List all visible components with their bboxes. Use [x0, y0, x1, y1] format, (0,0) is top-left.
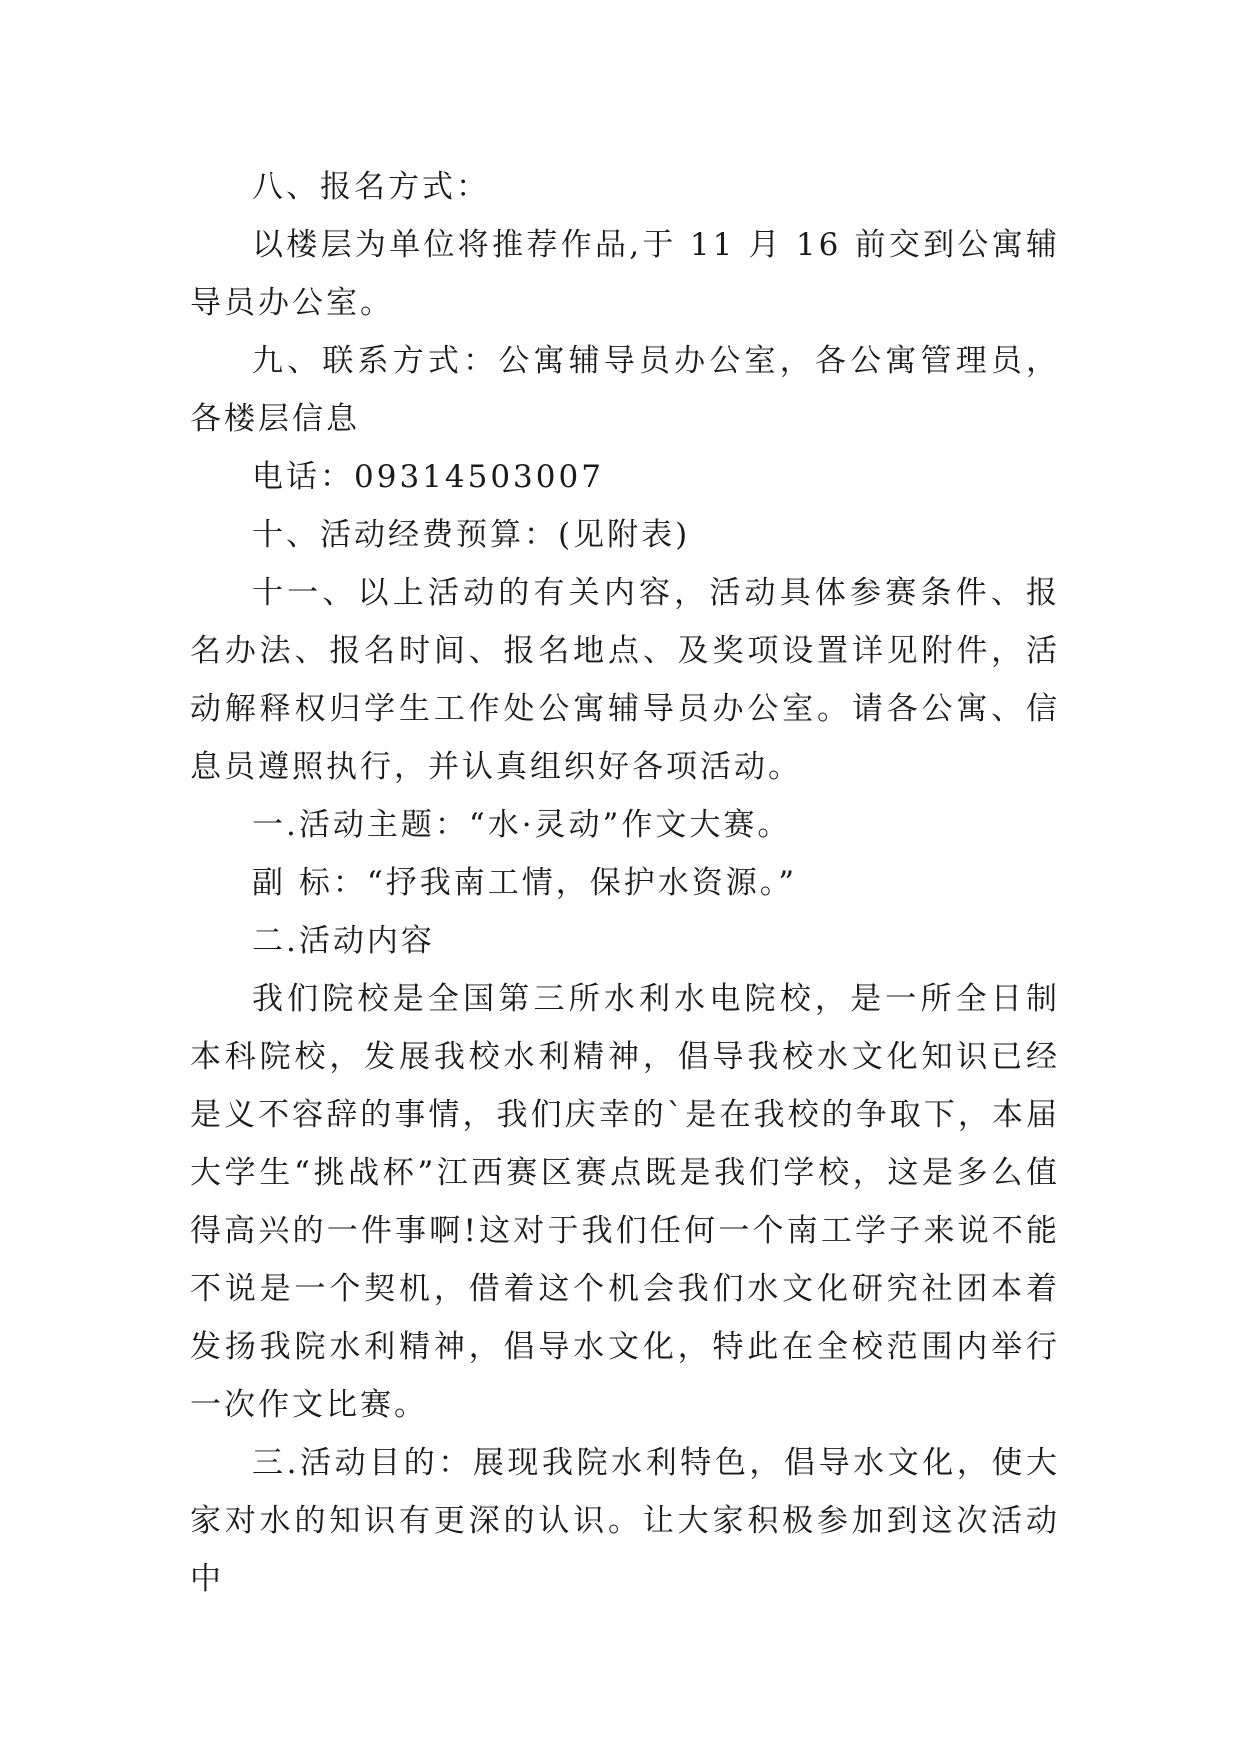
activity-subtitle: 副 标：“抒我南工情，保护水资源。” — [252, 865, 798, 901]
registration-method-text: 以楼层为单位将推荐作品,于 11 月 16 前交到公寓辅导员办公室。 — [190, 227, 1060, 321]
activity-purpose: 三.活动目的：展现我院水利特色，倡导水文化，使大家对水的知识有更深的认识。让大家积极参加到这次活动中 — [190, 1445, 1060, 1597]
section-8-heading: 八、报名方式： — [252, 169, 490, 205]
section-9-contact: 九、联系方式：公寓辅导员办公室，各公寓管理员，各楼层信息 — [190, 343, 1060, 437]
activity-content-heading: 二.活动内容 — [252, 923, 435, 959]
section-10-budget: 十、活动经费预算：(见附表) — [252, 517, 691, 553]
activity-theme: 一.活动主题：“水·灵动”作文大赛。 — [252, 807, 792, 843]
activity-content-text: 我们院校是全国第三所水利水电院校，是一所全日制本科院校，发展我校水利精神，倡导我校水文化知识已经是义不容辞的事情，我们庆幸的`是在我校的争取下，本届大学生“挑战杯”江西赛区赛点既是我们学校，这是多么值得高兴的一件事啊!这对于我们任何一个南工学子来说不能不说是一个契机，借着这个机会我们水文化研究社团本着发扬我院水利精神，倡导水文化，特此在全校范围内举行一次作文比赛。 — [190, 981, 1060, 1423]
document-body — [190, 158, 1060, 1608]
section-11-notes: 十一、以上活动的有关内容，活动具体参赛条件、报名办法、报名时间、报名地点、及奖项设置详见附件，活动解释权归学生工作处公寓辅导员办公室。请各公寓、信息员遵照执行，并认真组织好各项活动。 — [190, 575, 1060, 785]
phone-number: 电话：09314503007 — [252, 459, 604, 495]
